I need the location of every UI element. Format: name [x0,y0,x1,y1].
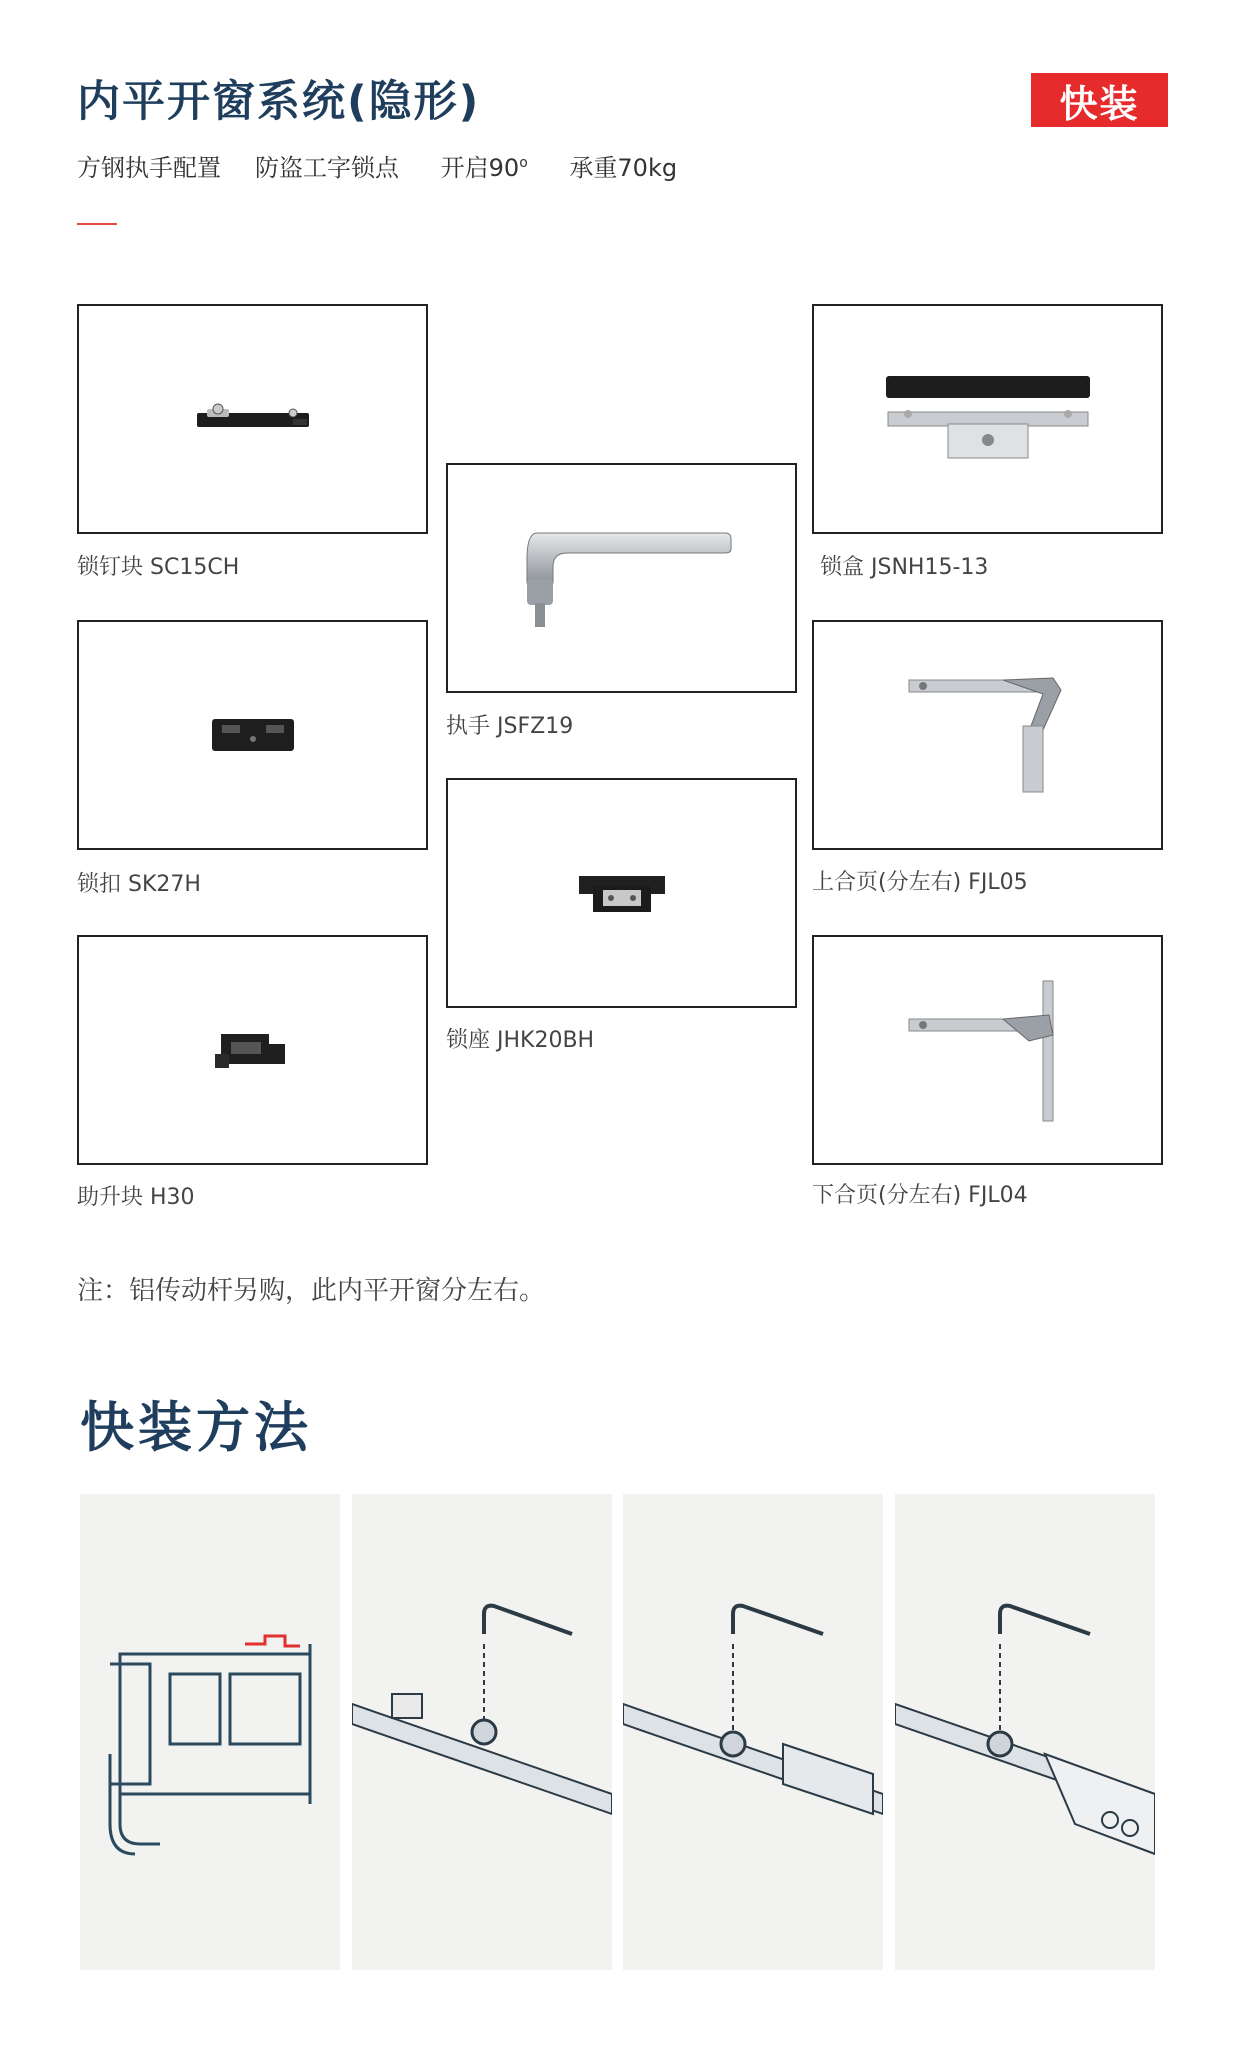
part-caption: 执手 JSFZ19 [446,714,574,739]
lock-catch-icon [208,715,298,755]
feature-list [77,148,711,183]
part-caption: 上合页(分左右) FJL05 [812,870,1028,895]
window-profile-section-icon [80,1494,340,1970]
handle-icon [507,523,737,633]
part-card-handle [446,463,797,693]
allen-key-step-icon [623,1494,883,1970]
lock-box-icon [878,374,1098,464]
part-caption: 下合页(分左右) FJL04 [812,1183,1028,1208]
accent-divider [77,223,117,225]
quick-install-badge: 快装 [1031,73,1168,127]
feature-item: 防盗工字锁点 [255,154,399,182]
install-step-1 [352,1494,612,1970]
feature-item: 方钢执手配置 [77,154,221,182]
install-section-title: 快装方法 [80,1396,312,1459]
part-card-lift-assist-block [77,935,428,1165]
page-title: 内平开窗系统(隐形) [77,77,481,127]
part-card-lower-hinge [812,935,1163,1165]
install-step-profile-diagram [80,1494,340,1970]
part-card-lock-nail-block [77,304,428,534]
part-caption: 锁钉块 SC15CH [77,555,240,580]
lock-nail-block-icon [193,399,313,439]
allen-key-step-icon [352,1494,612,1970]
feature-item: 开启90$^o$ [440,154,528,182]
lower-hinge-icon [903,975,1073,1125]
part-caption: 锁盒 JSNH15-13 [820,555,989,580]
install-step-3 [895,1494,1155,1970]
part-card-lock-box [812,304,1163,534]
install-step-2 [623,1494,883,1970]
note-text: 注：铝传动杆另购，此内平开窗分左右。 [77,1276,546,1306]
part-card-lock-catch [77,620,428,850]
upper-hinge-icon [903,670,1073,800]
part-caption: 助升块 H30 [77,1185,195,1210]
part-caption: 锁扣 SK27H [77,872,201,897]
lock-seat-icon [577,870,667,916]
feature-item: 承重70kg [569,154,678,182]
part-card-upper-hinge [812,620,1163,850]
lift-assist-block-icon [213,1028,293,1072]
part-caption: 锁座 JHK20BH [446,1028,595,1053]
allen-key-step-icon [895,1494,1155,1970]
part-card-lock-seat [446,778,797,1008]
